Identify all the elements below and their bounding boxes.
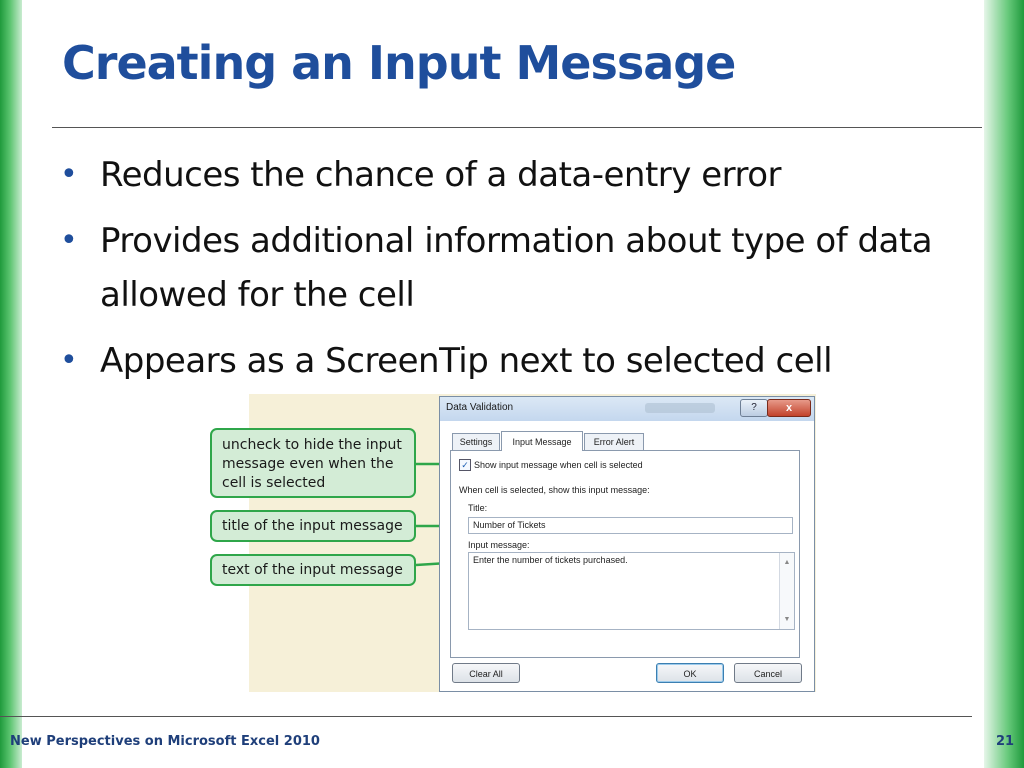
dialog-titlebar[interactable]: [440, 397, 814, 421]
bullet-text: Provides additional information about type of data allowed for the cell: [100, 221, 933, 315]
blurred-titlebar-text: [645, 403, 715, 413]
section-label: When cell is selected, show this input message:: [459, 485, 650, 495]
dialog-title: Data Validation: [446, 402, 514, 413]
bullet-item: [60, 148, 980, 202]
title-input[interactable]: Number of Tickets: [468, 517, 793, 534]
bullet-glyph: •: [60, 343, 78, 378]
left-green-border: [0, 0, 22, 768]
callout-title: title of the input message: [210, 510, 416, 542]
callout-show-message: uncheck to hide the input message even when the cell is selected: [210, 428, 416, 498]
cancel-button[interactable]: Cancel: [734, 663, 802, 683]
callout-message: text of the input message: [210, 554, 416, 586]
close-button[interactable]: x: [767, 399, 811, 417]
bullet-item: [60, 214, 980, 322]
scroll-up-icon[interactable]: ▲: [783, 559, 791, 566]
message-textarea[interactable]: [468, 552, 795, 630]
page-number: 21: [996, 734, 1015, 749]
tab-settings[interactable]: Settings: [452, 433, 500, 450]
tab-error-alert[interactable]: Error Alert: [584, 433, 644, 450]
bullet-text: Appears as a ScreenTip next to selected cell: [100, 341, 833, 381]
show-message-checkbox[interactable]: ✓: [459, 459, 471, 471]
scroll-down-icon[interactable]: ▼: [783, 616, 791, 623]
show-message-label[interactable]: Show input message when cell is selected: [474, 460, 643, 470]
bullet-text: Reduces the chance of a data-entry error: [100, 155, 782, 195]
slide-title: Creating an Input Message: [62, 36, 736, 90]
tab-input-message[interactable]: Input Message: [501, 431, 583, 451]
textarea-scrollbar[interactable]: [779, 553, 794, 629]
input-message-panel: [450, 450, 800, 658]
footer-text: New Perspectives on Microsoft Excel 2010: [10, 734, 320, 749]
bullet-list: [60, 148, 980, 400]
message-field-label: Input message:: [468, 540, 530, 550]
footer-divider: [0, 716, 972, 717]
bullet-item: [60, 334, 980, 388]
clear-all-button[interactable]: Clear All: [452, 663, 520, 683]
bullet-glyph: •: [60, 223, 78, 258]
data-validation-dialog: [439, 396, 815, 692]
message-text: Enter the number of tickets purchased.: [473, 555, 628, 565]
right-green-border: [984, 0, 1024, 768]
help-button[interactable]: ?: [740, 399, 768, 417]
title-field-label: Title:: [468, 503, 488, 513]
ok-button[interactable]: OK: [656, 663, 724, 683]
title-divider: [52, 127, 982, 128]
bullet-glyph: •: [60, 157, 78, 192]
